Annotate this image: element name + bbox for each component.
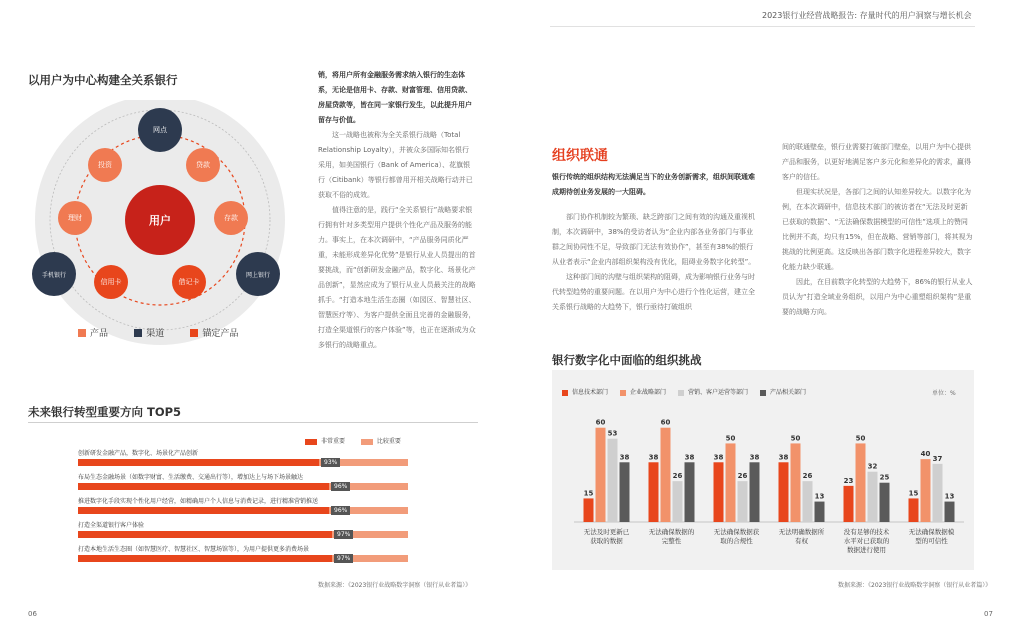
chart-data-label: 38 [749,453,760,462]
top5-item-label: 创新研发金融产品，数字化、场景化产品创新 [78,450,199,457]
chart-category-label: 无法确保数据的完整性 [648,528,695,545]
top5-source: 数据来源：《2023银行业战略数字洞察（银行从业者篇）》 [318,582,472,589]
chart-bar [791,443,801,522]
chart-bar [649,462,659,522]
chart-bar [909,498,919,522]
chart-category-label: 无法确保数据获取的合规性 [713,528,760,545]
full-relationship-wheel [30,100,300,360]
wheel-node-debit-card: 借记卡 [172,265,206,299]
top5-bar [78,555,332,562]
chart-data-label: 38 [778,453,789,462]
top5-bar [78,459,319,466]
chart-data-label: 23 [843,476,854,485]
wheel-node-wealth: 理财 [58,201,92,235]
chart-bar [608,439,618,522]
chart-bar [620,462,630,522]
header-divider [550,26,975,27]
chart-data-label: 60 [595,418,606,427]
right-col2-paragraph-3: 因此，在目前数字化转型的大趋势下，86%的银行从业人员认为“打造全域业务组织，以用户为中心重塑组织架构”是重要的战略方向。 [782,278,973,316]
chart-bar [880,483,890,522]
chart-data-label: 38 [648,453,659,462]
legend-swatch-product [78,329,86,337]
top5-item-label: 布局生态金融场景（如数字财富、生活缴费、交通出行等），增加达上与场下场景触达 [78,474,304,481]
chart-data-label: 25 [879,473,890,482]
chart-data-label: 26 [802,472,813,481]
wheel-center-user: 用户 [125,185,195,255]
right-col1-paragraph-2: 这种部门间的沟壁与组织架构的阻碍，成为影响银行业务与时代转型趋势的重要问题。在以用户为中心进行个性化运营，建立全关系银行战略的大趋势下，银行亟待打破组织 [552,273,755,311]
right-col2-paragraph-2: 但现实状况是，各部门之间的认知差异较大。以数字化为例，在本次调研中，信息技术部门的被访者在“无法及时更新已获取的数据”、“无法确保数据模型的可信性”选项上的赞同比例并不高，均只有15%，但在战略、营销等部门，将其视为挑战的比例更高。这反映出各部门数字化进程差异较大，数字化能力缺少联通。 [782,188,973,271]
wheel-legend [78,322,238,341]
chart-category-label: 无法确保数据模型的可信性 [908,528,955,545]
chart-bar [933,464,943,522]
chart-data-label: 50 [855,434,866,443]
right-col1-paragraph-1: 部门协作机制较为繁琐、缺乏跨部门之间有效的沟通及重视机制，本次调研中，38%的受访者认为“企业内部各业务部门与事业群之间协同性不足，导致部门无法有效协作”，甚至有38%的银行从业者表示“企业内部组织架构没有优化，阻碍业务数字化转型”。 [552,213,756,266]
chart-data-label: 26 [737,472,748,481]
chart-bar [726,443,736,522]
wheel-node-credit-card: 信用卡 [94,265,128,299]
legend-swatch-anchor [190,329,198,337]
chart-data-label: 40 [920,450,931,459]
top5-value-badge: 96% [331,506,350,515]
left-paragraph-2: 这一战略也被称为全关系银行战略（Total Relationship Loyalty），并被众多国际知名银行采用，如美国银行（Bank of America）、花旗银行（Citibank）等银行都曾用开相关战略行动并已获取不俗的成效。 [318,131,473,199]
chart-bar [868,472,878,522]
chart-data-label: 38 [713,453,724,462]
legend-anchor-product: 锚定产品 [202,329,239,339]
left-paragraph-1: 销，将用户所有金融服务需求纳入银行的生态体系，无论是信用卡、存款、财富管理、信用贷款、房屋贷款等，皆在同一家银行发生，以此提升用户留存与价值。 [318,71,472,124]
chart-data-label: 15 [908,489,919,498]
chart-data-label: 50 [790,434,801,443]
chart-bar [673,481,683,522]
top5-chart [78,448,408,568]
top5-item-label: 打造本地生活生态圈（如智慧医疗、智慧社区、智慧场馆等），为用户提供更多消费场景 [78,546,310,553]
chart-bar [738,481,748,522]
wheel-node-mobile-banking: 手机银行 [32,252,76,296]
top5-legend [305,436,401,445]
chart-legend [562,387,818,396]
right-column-1 [552,210,756,332]
left-section-title: 以用户为中心构建全关系银行 [28,73,178,87]
legend-product: 产品 [90,329,109,339]
chart-data-label: 13 [944,492,955,501]
chart-legend-swatch [678,390,684,396]
chart-legend-swatch [562,390,568,396]
chart-legend-label: 营销、客户运营等部门 [688,389,749,396]
top5-title: 未来银行转型重要方向 TOP5 [28,405,182,419]
left-text-column [318,68,476,356]
chart-legend-swatch [760,390,766,396]
chart-data-label: 32 [867,462,878,471]
top5-value-badge: 97% [334,530,353,539]
report-header: 2023银行业经营战略报告: 存量时代的用户洞察与增长机会 [762,11,972,20]
chart-title: 银行数字化中面临的组织挑战 [552,353,702,367]
chart-bar [803,481,813,522]
top5-value-badge: 97% [334,554,353,563]
chart-bar [584,498,594,522]
top5-legend-very: 非常重要 [321,438,346,445]
right-col2-paragraph-1: 间的联通壁垒，银行业需要打破部门壁垒，以用户为中心提供产品和服务，以更好地满足客户多元化和差异化的需求，赢得客户的信任。 [782,143,971,181]
chart-source: 数据来源：《2023银行业战略数字洞察（银行从业者篇）》 [838,582,992,589]
legend-channel: 渠道 [146,329,165,339]
top5-bar [78,507,329,514]
chart-bar [779,462,789,522]
chart-data-label: 38 [684,453,695,462]
wheel-node-investment: 投资 [88,148,122,182]
wheel-node-online-banking: 网上银行 [236,252,280,296]
top5-item-label: 推进数字化手段实现个性化用户经营，如精确用户个人信息与消费记录，进行精准营销推送 [78,498,319,505]
top5-bar [78,483,329,490]
chart-category-label: 没有足够的技术水平对已获取的数据进行使用 [843,528,890,554]
chart-bar [661,428,671,522]
chart-data-label: 15 [583,489,594,498]
wheel-node-loan: 贷款 [186,148,220,182]
chart-bar [844,486,854,522]
chart-bar [596,428,606,522]
chart-data-label: 53 [607,429,618,438]
wheel-node-deposit: 存款 [214,201,248,235]
chart-legend-label: 企业战略部门 [630,389,667,396]
bar-chart [552,400,974,570]
wheel-node-branch: 网点 [138,108,182,152]
right-column-2 [782,140,974,320]
chart-data-label: 50 [725,434,736,443]
right-page-number: 07 [984,610,993,618]
chart-legend-label: 产品相关部门 [770,389,807,396]
chart-data-label: 37 [932,454,943,463]
chart-bar [856,443,866,522]
chart-bar [750,462,760,522]
chart-bar [685,462,695,522]
chart-legend-label: 信息技术部门 [572,389,609,396]
right-intro: 银行传统的组织结构无法满足当下的业务创新需求，组织间联通难成期待创业务发展的一大阻碍。 [552,173,755,196]
chart-category-label: 无法明确数据所有权 [778,528,825,545]
left-paragraph-3: 值得注意的是，践行“全关系银行”战略要求银行拥有针对多类型用户提供个性化产品及服务的能力。事实上，在本次调研中，“产品服务同质化严重，未能形成差异化优势”是银行从业人员提出的首要挑战，而“创新研发金融产品，数字化、场景化产品创新”，显然应成为了银行从业人员最关注的战略抓手。“打造本地生活生态圈（如园区、智慧社区、智慧医疗等）、为客户提供全面且完善的金融服务，打造全渠道银行的客户体验”等，也正在逐渐成为众多银行的战略重点。 [318,206,476,349]
left-page-number: 06 [28,610,37,618]
chart-bar [815,502,825,522]
chart-legend-swatch [620,390,626,396]
chart-bar [714,462,724,522]
top5-item-label: 打造全渠道银行客户体验 [78,522,145,529]
legend-swatch-channel [134,329,142,337]
chart-data-label: 26 [672,472,683,481]
chart-bar [945,502,955,522]
chart-bar [921,459,931,522]
top5-legend-fairly: 比较重要 [376,438,401,445]
top5-divider [28,422,478,423]
top5-value-badge: 93% [321,458,340,467]
chart-data-label: 60 [660,418,671,427]
chart-category-label: 无法及时更新已获取的数据 [583,528,630,545]
chart-data-label: 38 [619,453,630,462]
chart-unit: 单位：% [932,390,956,397]
right-section-title: 组织联通 [552,148,608,164]
chart-data-label: 13 [814,492,825,501]
top5-value-badge: 96% [331,482,350,491]
top5-bar [78,531,332,538]
